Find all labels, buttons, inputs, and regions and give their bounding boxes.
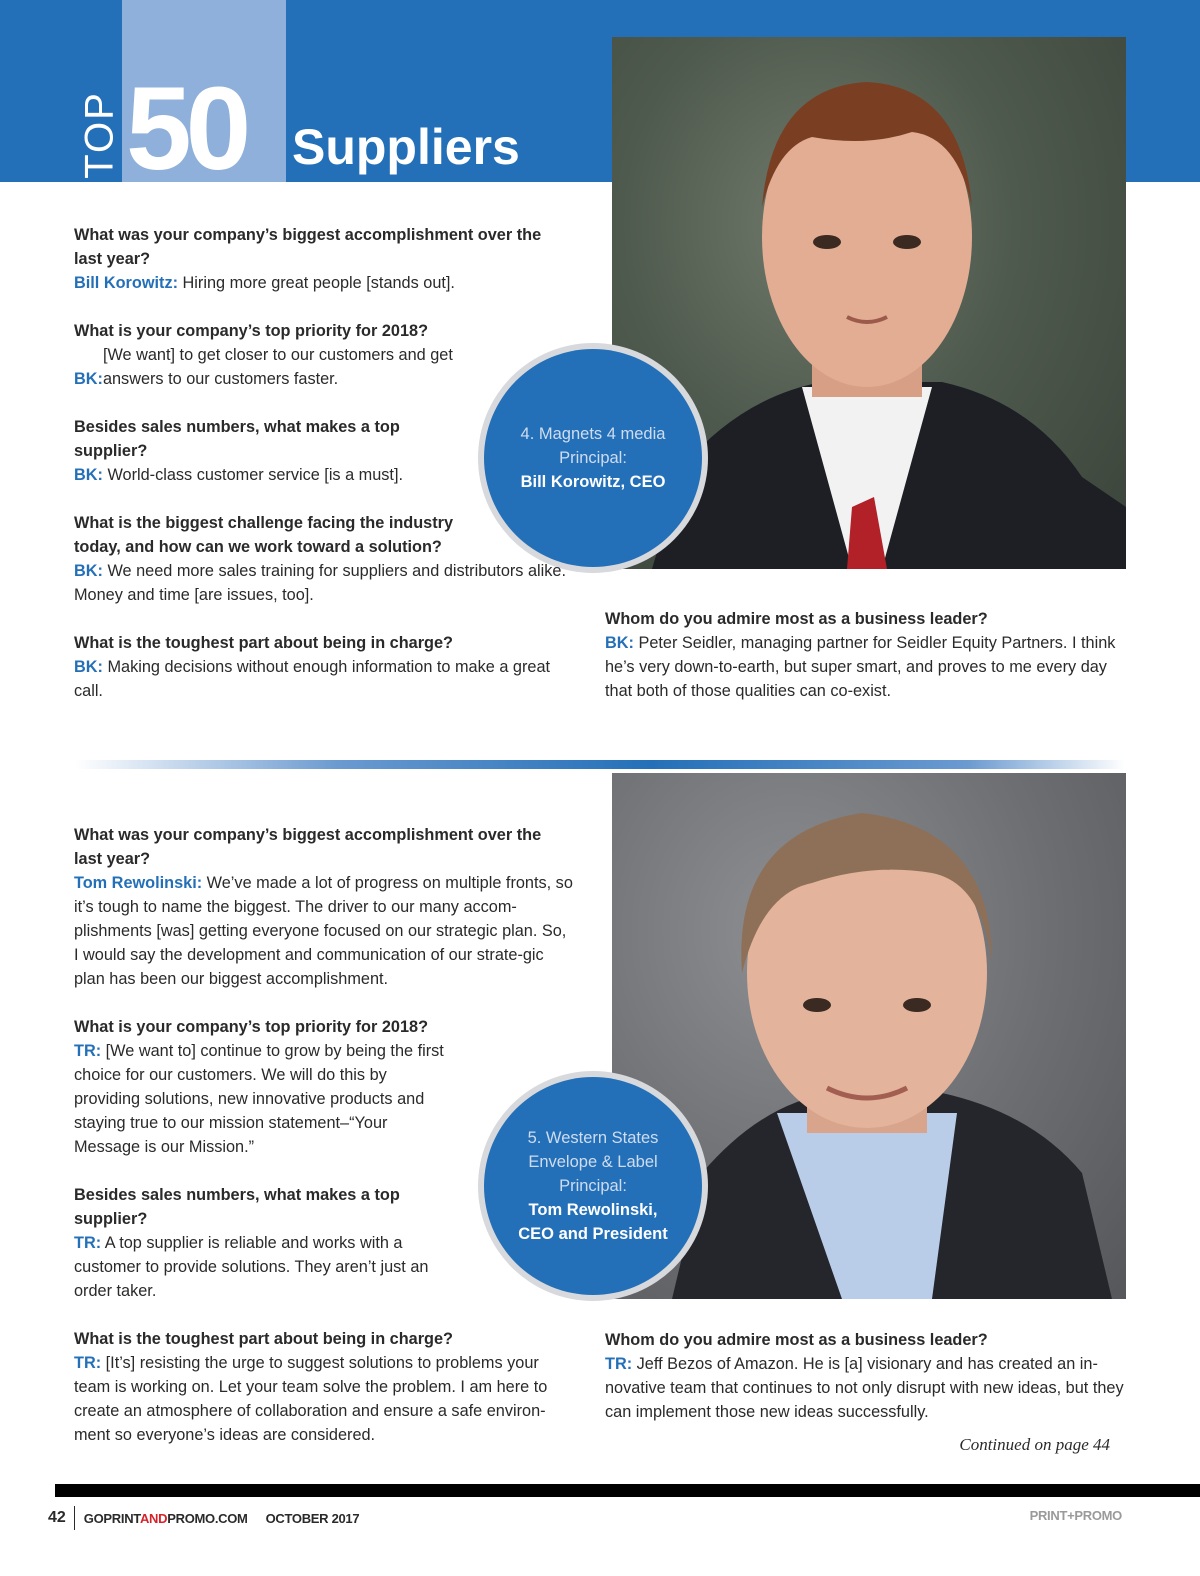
- profile-2-qa-left: [74, 823, 574, 1471]
- qa-item: What is your company’s top priority for 2018? TR: [We want to] continue to grow by being the first choice for our customers. We will do this by providing solutions, new innovative products and staying true to our mission statement–“Your Message is our Mission.”: [74, 1018, 444, 1156]
- header-title: Suppliers: [292, 119, 520, 175]
- magazine-name: PRINT+PROMO: [1029, 1508, 1122, 1523]
- continued-note: Continued on page 44: [959, 1435, 1110, 1454]
- qa-item: Besides sales numbers, what makes a top supplier? TR: A top supplier is reliable and works with a customer to provide solutions. They aren’t just an order taker.: [74, 1186, 429, 1300]
- profile-1-qa-right: [605, 607, 1125, 727]
- header-top-word: TOP: [77, 91, 122, 179]
- profile-2-qa-right: [605, 1328, 1125, 1448]
- badge-principal-name: Bill Korowitz, CEO: [520, 473, 666, 491]
- badge-principal-name: Tom Rewolinski,: [528, 1201, 658, 1219]
- profile-1-qa-left: [74, 223, 566, 727]
- qa-item: What is the biggest challenge facing the industry today, and how can we work toward a solution? BK: We need more sales training for suppliers and distributors alike. Money and time [are issues, too].: [74, 514, 566, 604]
- qa-item: Besides sales numbers, what makes a top supplier? BK: World-class customer service [is a must].: [74, 418, 404, 484]
- issue-date: OCTOBER 2017: [265, 1510, 360, 1526]
- footer-bar: [55, 1484, 1200, 1497]
- badge-principal-title: CEO and President: [518, 1225, 668, 1243]
- qa-item: What is the toughest part about being in charge? BK: Making decisions without enough information to make a great call.: [74, 634, 551, 700]
- footer-divider: [74, 1506, 75, 1530]
- qa-item: Whom do you admire most as a business leader? BK: Peter Seidler, managing partner for Seidler Equity Partners. I think he’s very down-to-earth, but super smart, and proves to me every day that both of those qualities can co-exist.: [605, 610, 1116, 700]
- section-divider: [75, 760, 1125, 769]
- badge-company: 5. Western States: [527, 1129, 659, 1147]
- badge-principal-label: Principal:: [559, 1177, 627, 1195]
- footer-folio: [48, 1505, 359, 1531]
- qa-item: What is your company’s top priority for 2018? BK:[We want] to get closer to our customers and get answers to our customers faster.: [74, 322, 453, 388]
- website-link[interactable]: GOPRINTANDPROMO.COM: [83, 1510, 248, 1526]
- badge-principal-label: Principal:: [559, 449, 627, 467]
- page-number: 42: [48, 1509, 66, 1526]
- qa-item: What was your company’s biggest accomplishment over the last year? Bill Korowitz: Hiring more great people [stands out].: [74, 226, 542, 292]
- badge-company: Envelope & Label: [528, 1153, 658, 1171]
- badge-company: 4. Magnets 4 media: [520, 425, 666, 443]
- qa-item: What was your company’s biggest accomplishment over the last year? Tom Rewolinski: We’ve made a lot of progress on multiple fronts, so it’s tough to name the biggest. The driver to our many accom-plishments [was] getting everyone focused on our strategic plan. So, I would say the development and communication of our strate-gic plan has been our biggest accomplishment.: [74, 826, 573, 988]
- header-number: 50: [126, 63, 246, 195]
- qa-item: What is the toughest part about being in charge? TR: [It’s] resisting the urge to suggest solutions to problems your team is working on. Let your team solve the problem. I am here to create an atmosphere of collaboration and ensure a safe environ-ment so everyone’s ideas are considered.: [74, 1330, 548, 1444]
- qa-item: Whom do you admire most as a business leader? TR: Jeff Bezos of Amazon. He is [a] visionary and has created an in-novative team that continues to not only disrupt with new ideas, but they can implement those new ideas successfully.: [605, 1331, 1124, 1421]
